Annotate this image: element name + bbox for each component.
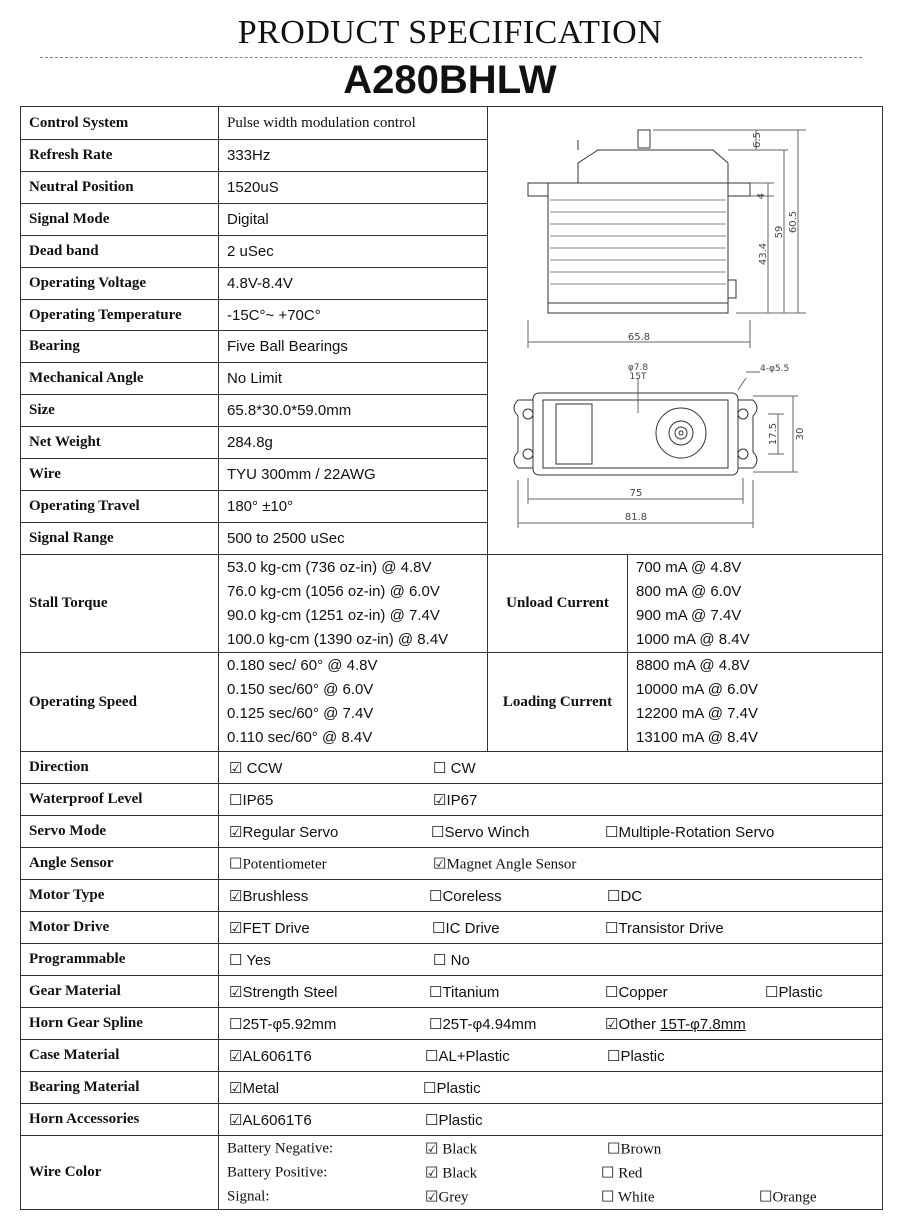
dim-label: 75 — [629, 488, 643, 499]
spec-label: Signal Range — [21, 523, 219, 555]
spec-label: Operating Voltage — [21, 268, 219, 300]
option-dc: ☐DC — [607, 887, 643, 905]
option-coreless: ☐Coreless — [429, 887, 502, 905]
option-row-servo-mode — [21, 816, 883, 848]
dim-label: 30 — [795, 427, 806, 441]
spec-value: 2 uSec — [219, 236, 488, 268]
option-values — [219, 848, 883, 880]
wire-option: ☑ Black — [425, 1165, 478, 1181]
wire-color-values — [219, 1136, 883, 1210]
dim-label: 59 — [774, 225, 785, 239]
wire-name: Signal: — [227, 1188, 270, 1204]
operating-speed-values — [219, 653, 488, 752]
option-label: Horn Accessories — [21, 1104, 219, 1136]
dim-label: 43.4 — [758, 242, 769, 266]
option-row-angle-sensor — [21, 848, 883, 880]
spec-label: Control System — [21, 107, 219, 140]
dim-label: 17.5 — [768, 422, 779, 446]
option-values — [219, 1072, 883, 1104]
option-cw: ☐ CW — [433, 759, 476, 777]
model-number: A280BHLW — [343, 58, 557, 102]
spec-label: Refresh Rate — [21, 140, 219, 172]
wire-option: ☐ Red — [601, 1165, 643, 1181]
option-row-horn-accessories — [21, 1104, 883, 1136]
option-multi-rotation: ☐Multiple-Rotation Servo — [605, 823, 775, 841]
stall-torque-value: 53.0 kg-cm (736 oz-in) @ 4.8V — [227, 558, 432, 576]
spec-value: -15C°~ +70C° — [219, 300, 488, 331]
wire-option: ☐Orange — [759, 1189, 817, 1205]
spec-value: 284.8g — [219, 427, 488, 459]
spec-label: Dead band — [21, 236, 219, 268]
spec-label: Bearing — [21, 331, 219, 363]
wire-color-line — [227, 1185, 882, 1209]
dim-label: 4-φ5.5 — [760, 364, 790, 374]
option-values — [219, 880, 883, 912]
option-ic-drive: ☐IC Drive — [432, 919, 500, 937]
option-magnet-sensor: ☑Magnet Angle Sensor — [433, 856, 577, 872]
loading-current-value: 13100 mA @ 8.4V — [636, 729, 758, 746]
spec-label: Signal Mode — [21, 204, 219, 236]
wire-name: Battery Negative: — [227, 1140, 334, 1156]
option-al6061t6: ☑AL6061T6 — [229, 1111, 312, 1129]
wire-color-row — [21, 1136, 883, 1210]
operating-speed-label: Operating Speed — [21, 653, 219, 752]
spec-value: 4.8V-8.4V — [219, 268, 488, 300]
option-label: Gear Material — [21, 976, 219, 1008]
spec-row — [21, 107, 883, 140]
option-yes: ☐ Yes — [229, 951, 271, 969]
spec-value: TYU 300mm / 22AWG — [219, 459, 488, 491]
dim-label: 15T — [629, 372, 647, 382]
spec-table — [20, 106, 883, 1210]
unload-current-value: 900 mA @ 7.4V — [636, 606, 742, 624]
dim-label: 4 — [756, 192, 767, 200]
unload-current-value: 1000 mA @ 8.4V — [636, 630, 750, 648]
operating-speed-value: 0.110 sec/60° @ 8.4V — [227, 729, 373, 746]
wire-name: Battery Positive: — [227, 1164, 328, 1180]
option-ccw: ☑ CCW — [229, 759, 283, 777]
spec-value: 1520uS — [219, 172, 488, 204]
spec-value: 65.8*30.0*59.0mm — [219, 395, 488, 427]
option-brushless: ☑Brushless — [229, 887, 309, 905]
spec-value: 180° ±10° — [219, 491, 488, 523]
loading-current-value: 10000 mA @ 6.0V — [636, 681, 758, 698]
option-regular-servo: ☑Regular Servo — [229, 823, 339, 841]
option-al-plastic: ☐AL+Plastic — [425, 1047, 510, 1065]
wire-option: ☐ White — [601, 1189, 655, 1205]
option-servo-winch: ☐Servo Winch — [431, 823, 530, 841]
option-strength-steel: ☑Strength Steel — [229, 983, 338, 1001]
stall-torque-label: Stall Torque — [21, 555, 219, 653]
torque-row — [21, 555, 883, 653]
option-label: Angle Sensor — [21, 848, 219, 880]
dimension-drawing-svg — [488, 108, 882, 548]
option-metal: ☑Metal — [229, 1079, 280, 1097]
option-row-waterproof — [21, 784, 883, 816]
option-row-gear-material — [21, 976, 883, 1008]
option-no: ☐ No — [433, 951, 470, 969]
option-row-horn-spline — [21, 1008, 883, 1040]
option-other-label: ☑Other — [605, 1015, 661, 1033]
unload-current-value: 800 mA @ 6.0V — [636, 582, 742, 600]
option-label: Programmable — [21, 944, 219, 976]
option-25t-494: ☐25T-φ4.94mm — [429, 1015, 537, 1033]
option-values — [219, 816, 883, 848]
option-values — [219, 784, 883, 816]
dim-label: 6.5 — [752, 132, 763, 148]
stall-torque-value: 76.0 kg-cm (1056 oz-in) @ 6.0V — [227, 582, 440, 600]
dim-label: 60.5 — [788, 210, 799, 234]
spec-label: Net Weight — [21, 427, 219, 459]
wire-option: ☑Grey — [425, 1189, 469, 1205]
option-titanium: ☐Titanium — [429, 983, 500, 1001]
wire-color-label: Wire Color — [21, 1136, 219, 1210]
option-row-direction — [21, 752, 883, 784]
option-label: Horn Gear Spline — [21, 1008, 219, 1040]
dim-label: 65.8 — [627, 332, 651, 343]
spec-value: Pulse width modulation control — [219, 107, 488, 140]
spec-label: Mechanical Angle — [21, 363, 219, 395]
loading-current-values — [628, 653, 883, 752]
option-values — [219, 1040, 883, 1072]
option-values — [219, 912, 883, 944]
option-fet-drive: ☑FET Drive — [229, 919, 310, 937]
dim-label: 81.8 — [624, 512, 648, 523]
option-other — [605, 1015, 746, 1033]
option-25t-592: ☐25T-φ5.92mm — [229, 1015, 337, 1033]
option-row-programmable — [21, 944, 883, 976]
wire-option: ☑ Black — [425, 1141, 478, 1157]
option-plastic: ☐Plastic — [607, 1047, 665, 1065]
dim-label: φ7.8 — [627, 363, 649, 373]
spec-label: Size — [21, 395, 219, 427]
option-label: Direction — [21, 752, 219, 784]
loading-current-label: Loading Current — [488, 653, 628, 752]
spec-label: Operating Travel — [21, 491, 219, 523]
spec-value: Five Ball Bearings — [219, 331, 488, 363]
spec-label: Neutral Position — [21, 172, 219, 204]
wire-color-line — [227, 1137, 882, 1161]
wire-color-line — [227, 1161, 882, 1185]
option-label: Case Material — [21, 1040, 219, 1072]
operating-speed-value: 0.125 sec/60° @ 7.4V — [227, 705, 374, 722]
option-row-bearing-material — [21, 1072, 883, 1104]
option-row-motor-type — [21, 880, 883, 912]
option-copper: ☐Copper — [605, 983, 668, 1001]
spec-label: Operating Temperature — [21, 300, 219, 331]
wire-option: ☐Brown — [607, 1141, 662, 1157]
speed-row — [21, 653, 883, 752]
operating-speed-value: 0.150 sec/60° @ 6.0V — [227, 681, 374, 698]
option-values — [219, 1104, 883, 1136]
spec-value: Digital — [219, 204, 488, 236]
spec-value: 333Hz — [219, 140, 488, 172]
spec-value: 500 to 2500 uSec — [219, 523, 488, 555]
stall-torque-value: 90.0 kg-cm (1251 oz-in) @ 7.4V — [227, 606, 440, 624]
unload-current-values — [628, 555, 883, 653]
loading-current-value: 12200 mA @ 7.4V — [636, 705, 758, 722]
servo-dimension-drawing — [488, 107, 883, 555]
option-transistor-drive: ☐Transistor Drive — [605, 919, 724, 937]
page-title: PRODUCT SPECIFICATION — [237, 14, 663, 51]
option-label: Servo Mode — [21, 816, 219, 848]
option-label: Bearing Material — [21, 1072, 219, 1104]
option-values — [219, 976, 883, 1008]
option-row-case-material — [21, 1040, 883, 1072]
spec-label: Wire — [21, 459, 219, 491]
option-al6061t6: ☑AL6061T6 — [229, 1047, 312, 1065]
option-plastic: ☐Plastic — [423, 1079, 481, 1097]
stall-torque-value: 100.0 kg-cm (1390 oz-in) @ 8.4V — [227, 630, 449, 648]
spec-value: No Limit — [219, 363, 488, 395]
option-values — [219, 1008, 883, 1040]
option-label: Motor Drive — [21, 912, 219, 944]
option-values — [219, 944, 883, 976]
operating-speed-value: 0.180 sec/ 60° @ 4.8V — [227, 657, 378, 674]
loading-current-value: 8800 mA @ 4.8V — [636, 657, 750, 674]
option-ip65: ☐IP65 — [229, 791, 274, 809]
option-label: Motor Type — [21, 880, 219, 912]
option-ip67: ☑IP67 — [433, 791, 478, 809]
option-row-motor-drive — [21, 912, 883, 944]
option-label: Waterproof Level — [21, 784, 219, 816]
stall-torque-values — [219, 555, 488, 653]
option-plastic: ☐Plastic — [765, 983, 823, 1001]
option-plastic: ☐Plastic — [425, 1111, 483, 1129]
unload-current-value: 700 mA @ 4.8V — [636, 558, 742, 576]
option-potentiometer: ☐Potentiometer — [229, 856, 327, 872]
option-other-spec: 15T-φ7.8mm — [660, 1015, 746, 1033]
unload-current-label: Unload Current — [488, 555, 628, 653]
option-values — [219, 752, 883, 784]
